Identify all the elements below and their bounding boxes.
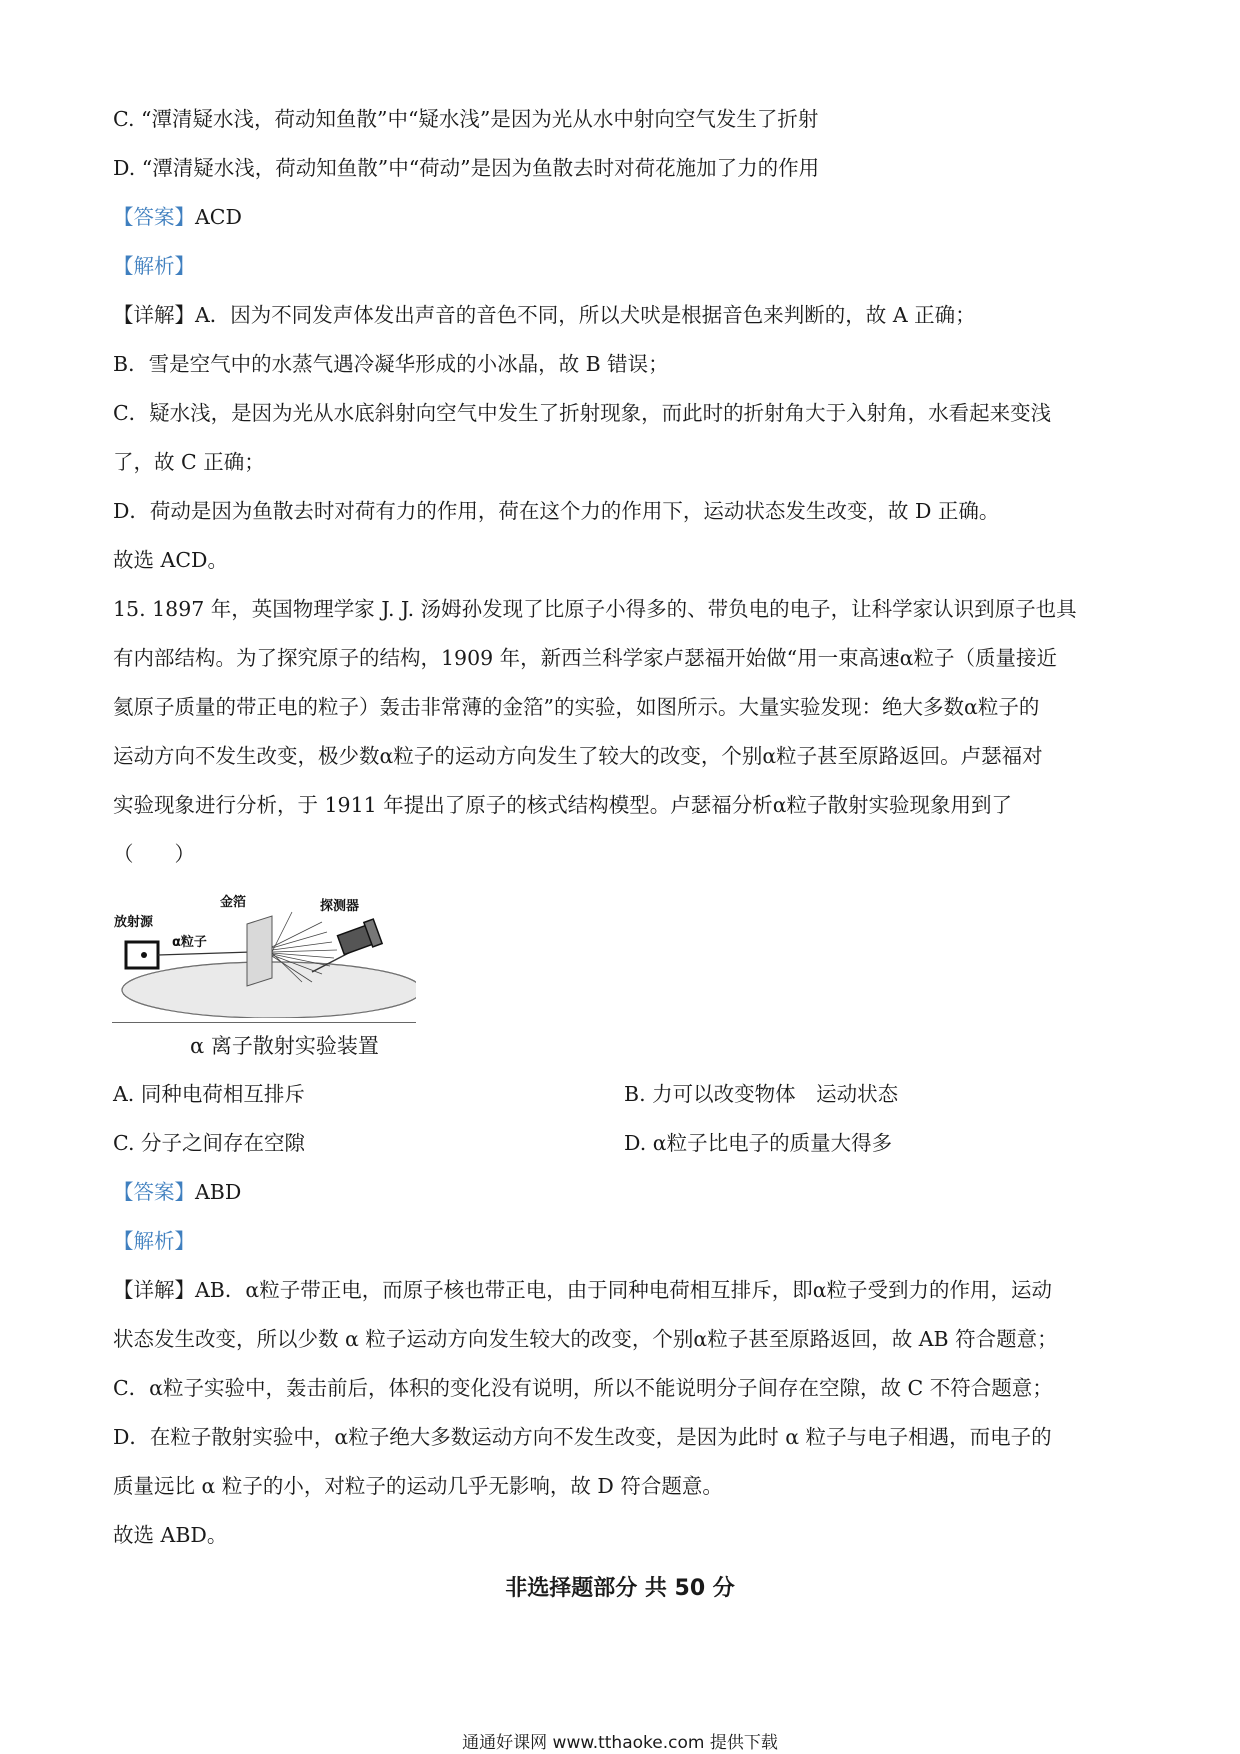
q15-stem-line: 有内部结构。为了探究原子的结构，1909 年，新西兰科学家卢瑟福开始做“用一束高速α粒子（质量接近 [113,646,1058,670]
detail-line: D．在粒子散射实验中，α粒子绝大多数运动方向不发生改变，是因为此时 α 粒子与电子相遇，而电子的 [113,1425,1052,1449]
detail-line: 了，故 C 正确； [113,450,265,474]
particle-label: α粒子 [172,935,207,950]
gold-foil [247,916,272,986]
answer-tag: 【答案】 [113,1180,195,1204]
detector-label: 探测器 [320,899,360,914]
answer-value: ACD [195,205,242,229]
detail-line: C．疑水浅，是因为光从水底斜射向空气中发生了折射现象，而此时的折射角大于入射角，水看起来变浅 [113,401,1052,425]
option-c: C. 分子之间存在空隙 [113,1131,305,1155]
detail-line: 故选 ABD。 [113,1523,228,1547]
detail-line: 状态发生改变，所以少数 α 粒子运动方向发生较大的改变，个别α粒子甚至原路返回，故 AB 符合题意； [113,1327,1058,1351]
detail-line: 【详解】A．因为不同发声体发出声音的音色不同，所以犬吠是根据音色来判断的，故 A 正确； [113,303,976,327]
analysis-tag-q15: 【解析】 [113,1229,195,1253]
detail-line: 质量远比 α 粒子的小，对粒子的运动几乎无影响，故 D 符合题意。 [113,1474,723,1498]
q15-stem-line: （ ） [113,842,195,866]
q15-stem-line: 氦原子质量的带正电的粒子）轰击非常薄的金箔”的实验，如图所示。大量实验发现：绝大多数α粒子的 [113,695,1040,719]
detail-line: C．α粒子实验中，轰击前后，体积的变化没有说明，所以不能说明分子间存在空隙，故 C 不符合题意； [113,1376,1053,1400]
option-c-prev: C. “潭清疑水浅，荷动知鱼散”中“疑水浅”是因为光从水中射向空气发生了折射 [113,107,819,131]
foil-label: 金箔 [220,895,247,910]
alpha-beam [158,952,252,955]
q15-stem-line: 实验现象进行分析，于 1911 年提出了原子的核式结构模型。卢瑟福分析α粒子散射实验现象用到了 [113,793,1013,817]
detail-line: B．雪是空气中的水蒸气遇冷凝华形成的小冰晶，故 B 错误； [113,352,669,376]
analysis-tag-prev: 【解析】 [113,254,195,278]
detail-line: 故选 ACD。 [113,548,228,572]
answer-prev [113,204,242,230]
detail-line: 【详解】AB．α粒子带正电，而原子核也带正电，由于同种电荷相互排斥，即α粒子受到力的作用，运动 [113,1278,1053,1302]
option-d-prev: D. “潭清疑水浅，荷动知鱼散”中“荷动”是因为鱼散去时对荷花施加了力的作用 [113,156,820,180]
section-title: 非选择题部分 共 50 分 [505,1576,735,1601]
footer-watermark: 通通好课网 www.tthaoke.com 提供下载 [462,1733,778,1753]
q15-stem-line: 运动方向不发生改变，极少数α粒子的运动方向发生了较大的改变，个别α粒子甚至原路返回。卢瑟福对 [113,744,1043,768]
figure-caption: α 离子散射实验装置 [190,1034,379,1058]
answer-q15 [113,1179,241,1205]
figure-divider [112,1022,416,1023]
answer-value: ABD [195,1180,242,1204]
source-label: 放射源 [114,915,154,930]
option-d: D. α粒子比电子的质量大得多 [624,1131,893,1155]
detail-line: D．荷动是因为鱼散去时对荷有力的作用，荷在这个力的作用下，运动状态发生改变，故 D 正确。 [113,499,1000,523]
option-b: B. 力可以改变物体 运动状态 [624,1082,899,1106]
q15-stem-line: 15. 1897 年，英国物理学家 J. J. 汤姆孙发现了比原子小得多的、带负电的电子，让科学家认识到原子也具 [113,597,1077,621]
answer-tag: 【答案】 [113,205,195,229]
scattering-apparatus-drawing [112,882,416,1018]
alpha-scattering-figure [112,882,416,1018]
option-a: A. 同种电荷相互排斥 [113,1082,305,1106]
